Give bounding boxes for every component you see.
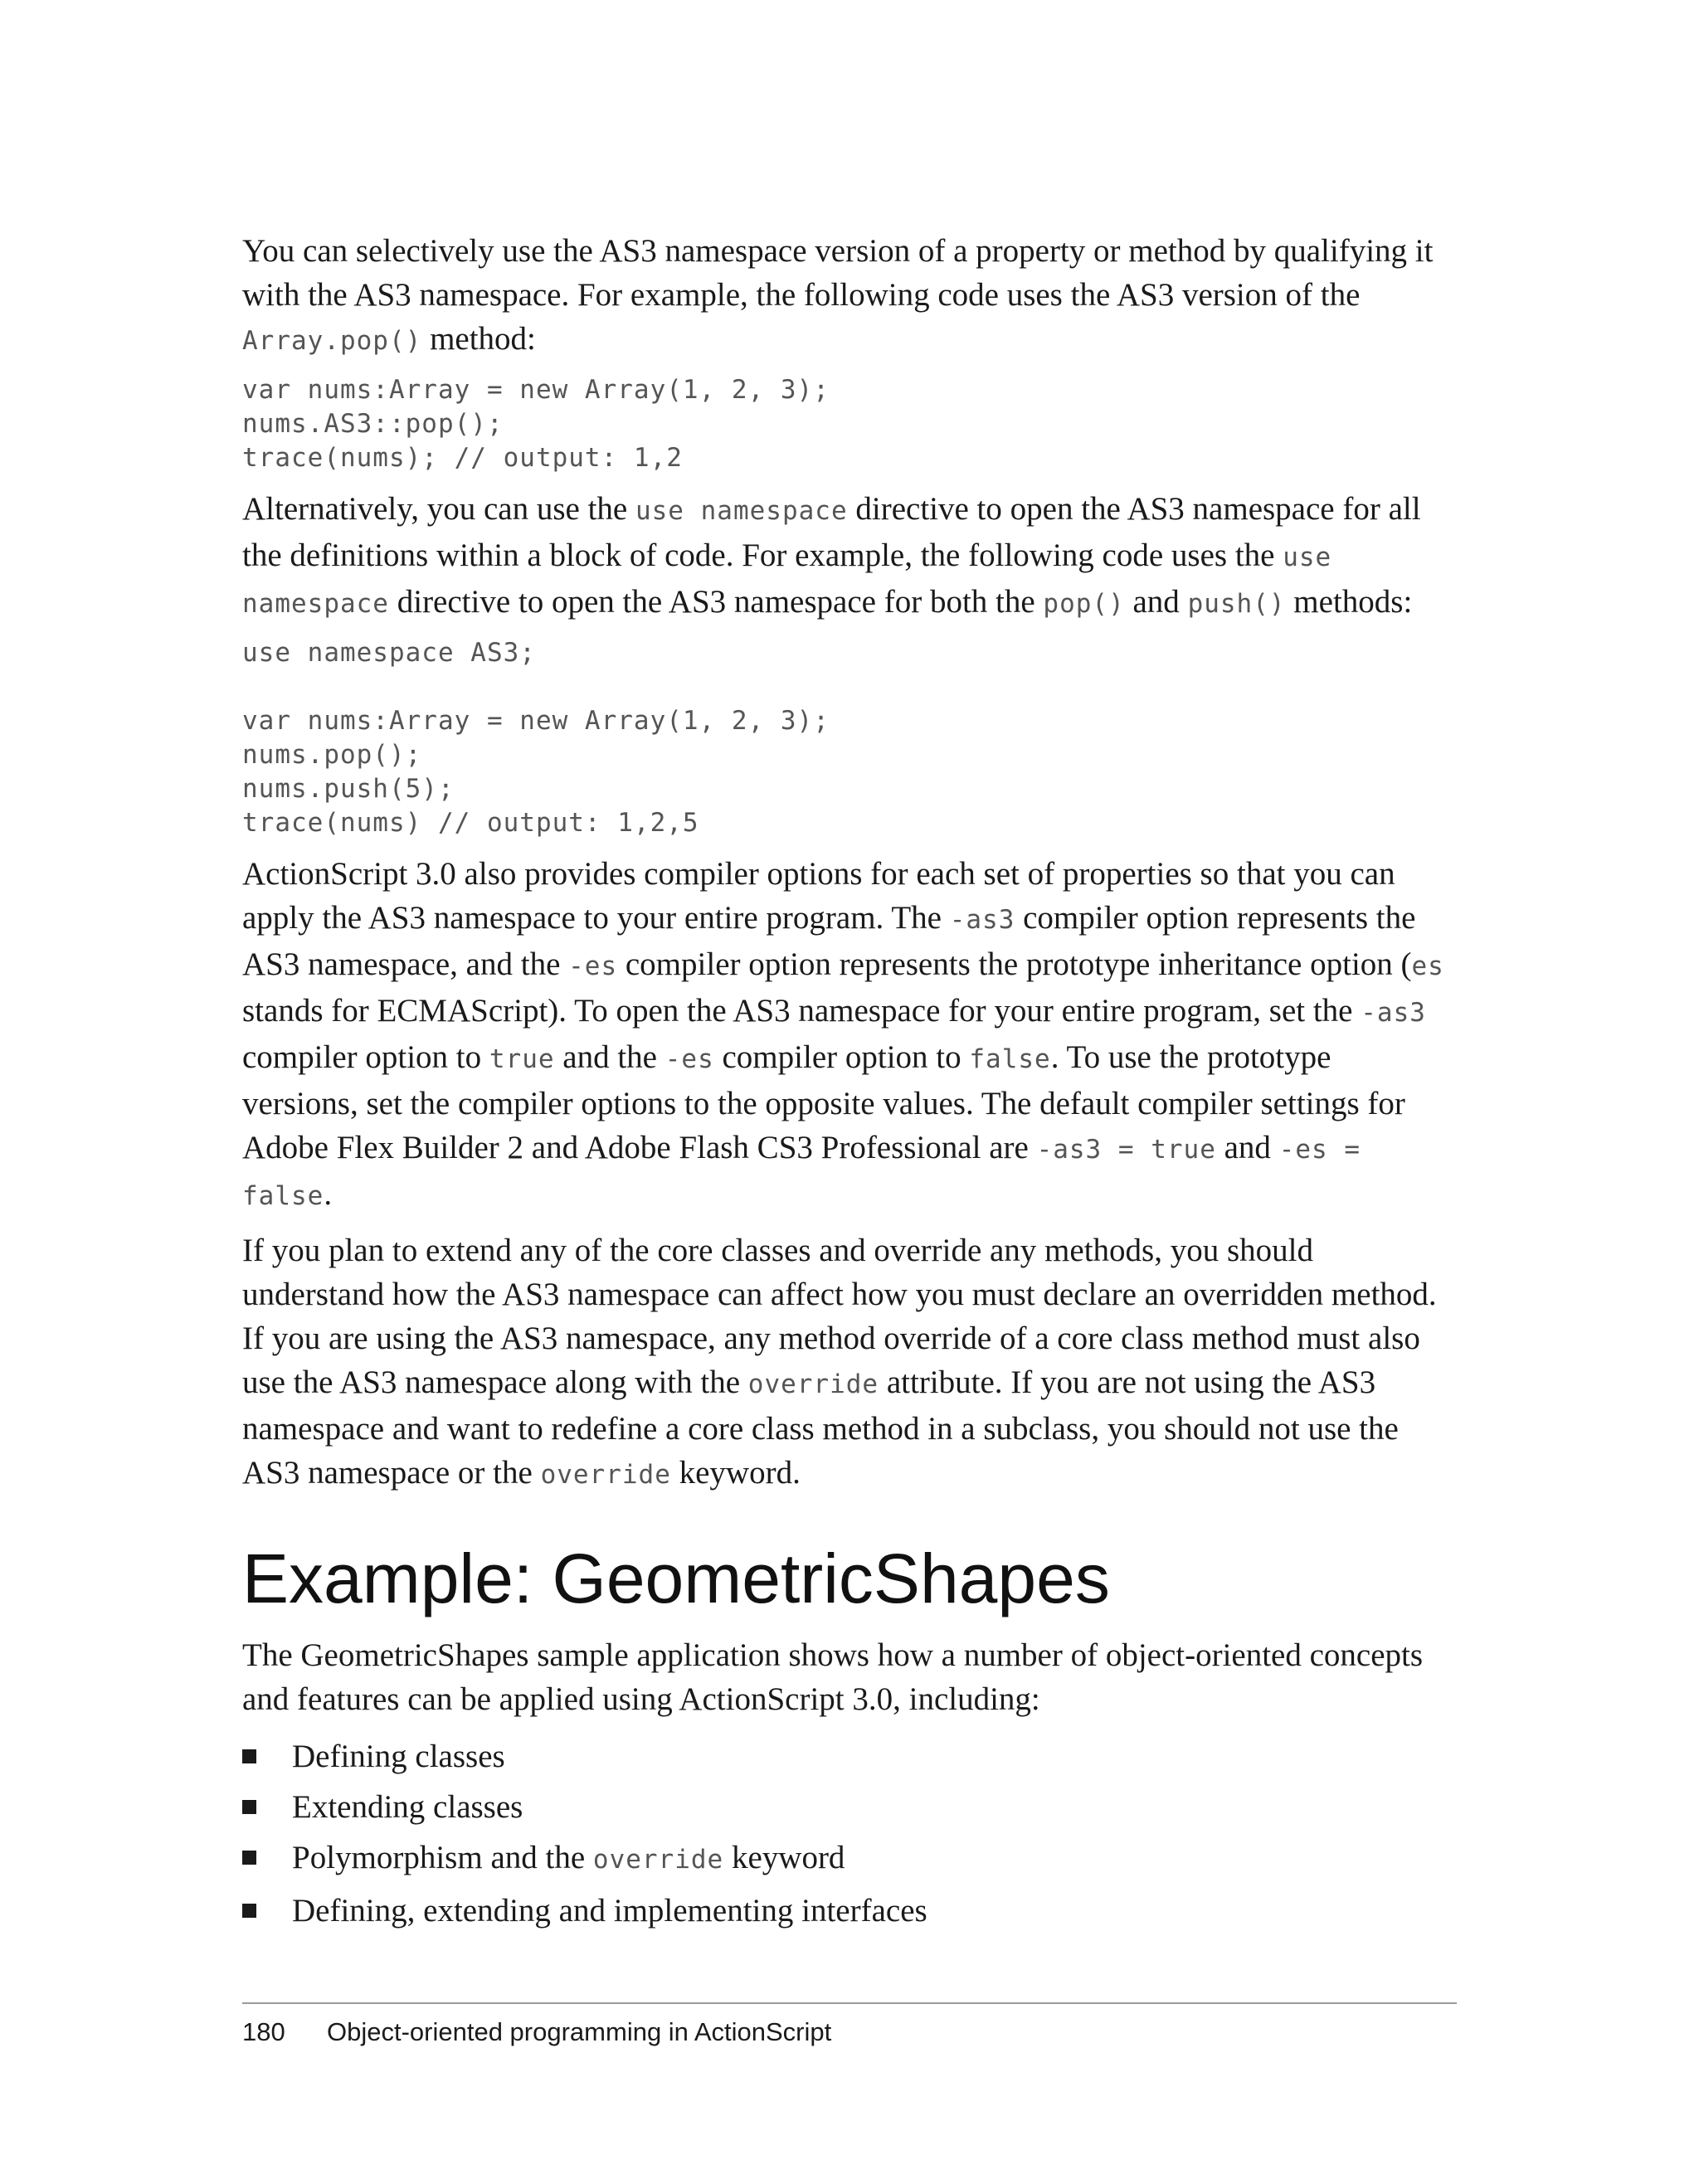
text: method: [421, 321, 536, 357]
list-item [242, 1832, 1450, 1885]
paragraph-geometricshapes-intro: The GeometricShapes sample application shows how a number of object-oriented concepts and features can be applied using ActionScript 3.0, including: [242, 1637, 1424, 1717]
inline-code: push() [1187, 589, 1286, 619]
list-item [242, 1782, 1450, 1832]
paragraph-as3-qualify [242, 229, 1450, 363]
code-line: trace(nums); // output: 1,2 [242, 443, 683, 473]
text: compiler option to [242, 1039, 489, 1075]
footer-divider [242, 2002, 1457, 2004]
inline-code: use namespace [242, 542, 1332, 619]
text: and [1124, 584, 1188, 620]
inline-code: -as3 = true [1036, 1135, 1216, 1165]
list-item-text: Polymorphism and the [292, 1840, 593, 1875]
text: methods: [1285, 584, 1413, 620]
text: . To use the prototype versions, set the compiler options to the opposite values. The default compiler settings for Adobe Flex Builder 2 and Adobe Flash CS3 Professional are [242, 1039, 1405, 1165]
code-block-qualified-pop [242, 373, 1450, 475]
section-heading: Example: GeometricShapes [242, 1540, 1110, 1617]
text: If you plan to extend any of the core classes and override any methods, you should understand how the AS3 namespace can affect how you must declare an overridden method. If you are using the AS3 namespace, any method override of a core class method must also use the AS3 namespace along with the [242, 1233, 1437, 1400]
paragraph-override [242, 1228, 1450, 1497]
inline-code: override [540, 1460, 671, 1490]
inline-code: -as3 [949, 905, 1015, 935]
paragraph-compiler-options [242, 852, 1450, 1218]
text: compiler option represents the AS3 namespace, and the [242, 900, 1416, 982]
code-line: trace(nums) // output: 1,2,5 [242, 808, 699, 838]
chapter-title: Object-oriented programming in ActionScript [327, 2017, 832, 2046]
inline-code: es [1411, 951, 1444, 981]
inline-code: -es [665, 1044, 714, 1074]
page-content [242, 229, 1450, 1936]
square-bullet-icon [242, 1851, 256, 1865]
feature-list [242, 1731, 1450, 1936]
square-bullet-icon [242, 1749, 256, 1763]
text: . [324, 1176, 333, 1212]
list-item-text: keyword [723, 1840, 845, 1875]
inline-code: use namespace [635, 496, 848, 526]
text: compiler option to [713, 1039, 970, 1075]
text: directive to open the AS3 namespace for both the [388, 584, 1044, 620]
list-item-text: Extending classes [292, 1789, 523, 1825]
text: stands for ECMAScript). To open the AS3 namespace for your entire program, set the [242, 993, 1361, 1029]
code-line: nums.push(5); [242, 774, 455, 804]
page-footer [242, 2016, 831, 2049]
text: Alternatively, you can use the [242, 491, 635, 527]
page-number: 180 [242, 2017, 285, 2046]
list-item [242, 1731, 1450, 1782]
inline-code: Array.pop() [242, 326, 422, 356]
inline-code: -es = false [242, 1135, 1361, 1211]
text: directive to open the AS3 namespace for all the definitions within a block of code. For example, the following code uses the [242, 491, 1421, 573]
code-line: var nums:Array = new Array(1, 2, 3); [242, 375, 830, 405]
inline-code: override [747, 1369, 879, 1399]
text: keyword. [670, 1455, 801, 1491]
code-block-use-namespace [242, 636, 1450, 840]
list-item-text: Defining, extending and implementing interfaces [292, 1893, 927, 1929]
text: compiler option represents the prototype inheritance option ( [617, 946, 1412, 982]
code-line: var nums:Array = new Array(1, 2, 3); [242, 706, 830, 736]
list-item-text: Defining classes [292, 1739, 505, 1774]
text: You can selectively use the AS3 namespace version of a property or method by qualifying it with the AS3 namespace. For example, the following code uses the AS3 version of the [242, 233, 1434, 313]
code-line: nums.AS3::pop(); [242, 409, 504, 439]
text: attribute. If you are not using the AS3 namespace and want to redefine a core class method in a subclass, you should not use the AS3 namespace or the [242, 1364, 1399, 1491]
text: ActionScript 3.0 also provides compiler options for each set of properties so that you can apply the AS3 namespace to your entire program. The [242, 856, 1395, 936]
inline-code: pop() [1043, 589, 1125, 619]
inline-code: -es [568, 951, 618, 981]
inline-code: false [969, 1044, 1051, 1074]
text: and the [554, 1039, 665, 1075]
inline-code: -as3 [1361, 998, 1426, 1028]
code-line: nums.pop(); [242, 740, 422, 770]
text: and [1215, 1130, 1279, 1165]
inline-code: override [592, 1845, 724, 1875]
square-bullet-icon [242, 1800, 256, 1814]
square-bullet-icon [242, 1904, 256, 1918]
inline-code: true [489, 1044, 555, 1074]
paragraph-use-namespace [242, 487, 1450, 626]
code-line: use namespace AS3; [242, 638, 536, 668]
list-item [242, 1885, 1450, 1936]
